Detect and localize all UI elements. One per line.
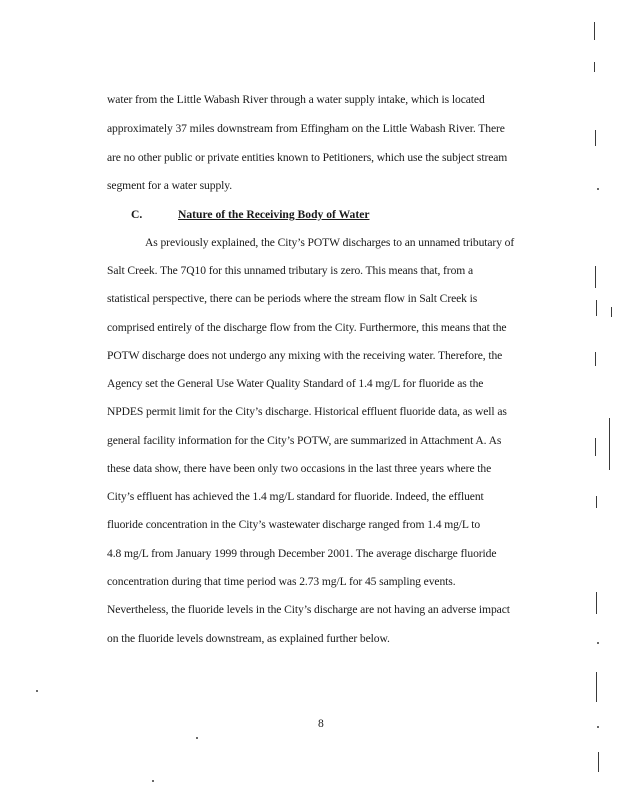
scan-artifact [609, 418, 610, 470]
scan-artifact [596, 592, 597, 614]
scan-artifact [595, 352, 596, 366]
scan-artifact [596, 672, 597, 702]
scan-artifact [594, 22, 595, 40]
body-text-line: water from the Little Wabash River through a water supply intake, which is located [107, 93, 485, 106]
body-text-line: concentration during that time period was 2.73 mg/L for 45 sampling events. [107, 575, 456, 588]
scan-artifact [595, 130, 596, 146]
body-text-line: statistical perspective, there can be periods where the stream flow in Salt Creek is [107, 292, 478, 305]
scan-artifact [596, 300, 597, 316]
scan-artifact [595, 438, 596, 456]
scan-artifact [152, 780, 154, 782]
scan-artifact [597, 188, 599, 190]
body-text-line: POTW discharge does not undergo any mixing with the receiving water. Therefore, the [107, 349, 503, 362]
body-text-line: As previously explained, the City’s POTW discharges to an unnamed tributary of [145, 236, 515, 249]
scan-artifact [196, 737, 198, 739]
scan-artifact [598, 752, 599, 772]
body-text-line: Salt Creek. The 7Q10 for this unnamed tributary is zero. This means that, from a [107, 264, 474, 277]
page-number: 8 [318, 717, 324, 730]
body-text-line: Nevertheless, the fluoride levels in the City’s discharge are not having an adverse impact [107, 603, 510, 616]
scan-artifact [597, 642, 599, 644]
body-text-line: Agency set the General Use Water Quality Standard of 1.4 mg/L for fluoride as the [107, 377, 484, 390]
body-text-line: NPDES permit limit for the City’s discharge. Historical effluent fluoride data, as well as [107, 405, 507, 418]
scan-artifact [596, 496, 597, 508]
body-text-line: 4.8 mg/L from January 1999 through December 2001. The average discharge fluoride [107, 547, 497, 560]
section-letter: C. [131, 208, 143, 221]
body-text-line: these data show, there have been only two occasions in the last three years where the [107, 462, 492, 475]
body-text-line: fluoride concentration in the City’s wastewater discharge ranged from 1.4 mg/L to [107, 518, 481, 531]
body-text-line: comprised entirely of the discharge flow from the City. Furthermore, this means that the [107, 321, 507, 334]
section-title: Nature of the Receiving Body of Water [178, 208, 370, 221]
body-text-line: segment for a water supply. [107, 179, 233, 192]
body-text-line: on the fluoride levels downstream, as explained further below. [107, 632, 390, 645]
scan-artifact [595, 266, 596, 288]
body-text-line: are no other public or private entities known to Petitioners, which use the subject stream [107, 151, 508, 164]
scan-artifact [36, 690, 38, 692]
scan-artifact [594, 62, 595, 72]
scan-artifact [611, 307, 612, 317]
body-text-line: City’s effluent has achieved the 1.4 mg/L standard for fluoride. Indeed, the effluent [107, 490, 484, 503]
body-text-line: general facility information for the City’s POTW, are summarized in Attachment A. As [107, 434, 502, 447]
body-text-line: approximately 37 miles downstream from Effingham on the Little Wabash River. There [107, 122, 505, 135]
scan-artifact [597, 726, 599, 728]
